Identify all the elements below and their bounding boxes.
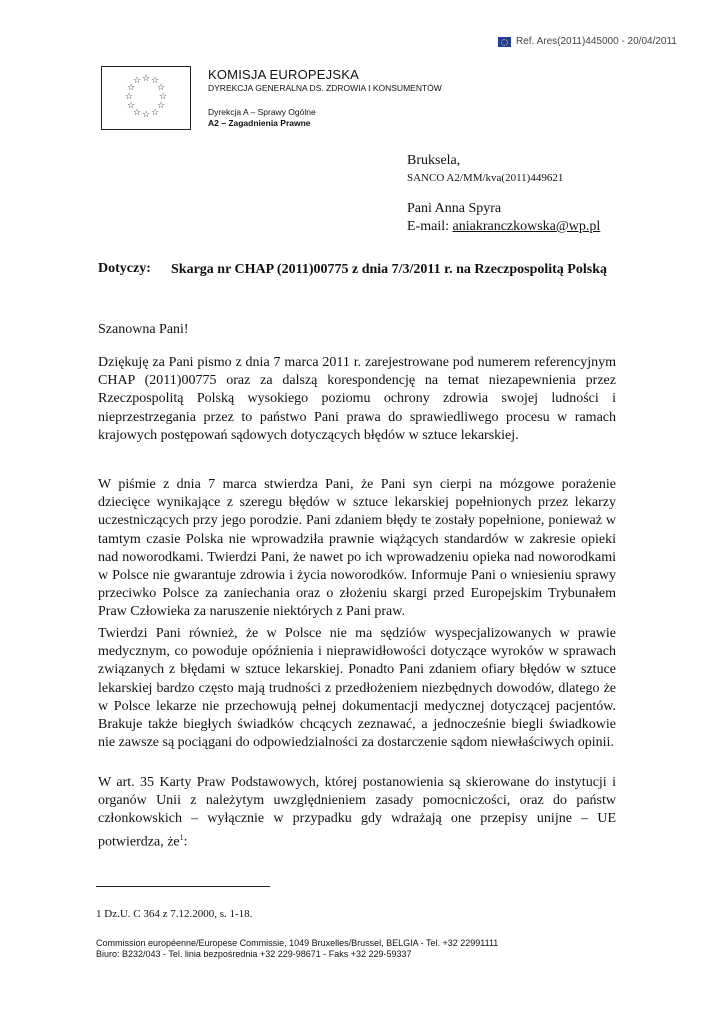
reference-stamp	[498, 36, 718, 47]
svg-text:☆: ☆	[151, 108, 160, 118]
svg-text:☆: ☆	[125, 92, 134, 102]
recipient-email-line	[407, 219, 600, 235]
org-unit: A2 – Zagadnienia Prawne	[208, 118, 311, 128]
footer-line-1: Commission européenne/Europese Commissie, 1049 Bruxelles/Brussel, BELGIA - Tel. +32 22991111	[96, 938, 499, 948]
footer-line-2: Biuro: B232/043 - Tel. linia bezpośrednia +32 229-98671 - Faks +32 229-59337	[96, 949, 412, 959]
footnote: 1 Dz.U. C 364 z 7.12.2000, s. 1-18.	[96, 908, 253, 920]
svg-text:☆: ☆	[133, 76, 142, 86]
svg-text:☆: ☆	[157, 101, 166, 111]
city-line: Bruksela,	[407, 153, 461, 168]
paragraph-3: Twierdzi Pani również, że w Polsce nie ma sędziów wyspecjalizowanych w prawie medycznym, co powoduje opóźnienia i nieprawidłowości dotyczące wyroków w sprawach związanych z błędami w sztuce lekarskiej. Ponadto Pani zdaniem ofiary błędów w sztuce lekarskiej bardzo często mają trudności z przedłożeniem niezbędnych dowodów, dlatego że w Polsce lekarze nie przechowują pełnej dokumentacji medycznej dotyczącej pacjentów. Brakuje także biegłych świadków chcących zeznawać, a jednocześnie biegli świadkowie nie zawsze są pociągani do odpowiedzialności za dostarczenie sądom niewłaściwych opinii.	[98, 626, 616, 751]
sanco-reference: SANCO A2/MM/kva(2011)449621	[407, 172, 564, 184]
svg-text:☆: ☆	[142, 110, 151, 120]
subject-label: Dotyczy:	[98, 261, 151, 276]
footnote-divider	[96, 886, 270, 887]
svg-text:☆: ☆	[157, 83, 166, 93]
org-dg: DYREKCJA GENERALNA DS. ZDROWIA I KONSUMENTÓW	[208, 83, 442, 93]
org-title: KOMISJA EUROPEJSKA	[208, 67, 359, 82]
eu-flag-icon	[498, 37, 511, 47]
svg-text:☆: ☆	[151, 76, 160, 86]
email-label: E-mail:	[407, 219, 453, 234]
subject-text: Skarga nr CHAP (2011)00775 z dnia 7/3/2011 r. na Rzeczpospolitą Polską	[171, 262, 607, 277]
reference-stamp-text: Ref. Ares(2011)445000 - 20/04/2011	[516, 36, 677, 47]
svg-text:☆: ☆	[133, 108, 142, 118]
paragraph-4: W art. 35 Karty Praw Podstawowych, której postanowienia są skierowane do instytucji i organów Unii z należytym uwzględnieniem zasady pomocniczości, oraz do państw członkowskich – wyłącznie w przypadku gdy wdrażają one przepisy unijne – UE potwierdza, $że^1$:	[98, 775, 616, 850]
eu-stars-icon	[101, 66, 191, 130]
svg-text:☆: ☆	[159, 92, 168, 102]
salutation: Szanowna Pani!	[98, 322, 189, 337]
svg-text:☆: ☆	[142, 74, 151, 84]
svg-text:☆: ☆	[127, 83, 136, 93]
recipient-name: Pani Anna Spyra	[407, 201, 502, 216]
org-directorate: Dyrekcja A – Sprawy Ogólne	[208, 107, 316, 117]
svg-text:☆: ☆	[127, 101, 136, 111]
paragraph-1: Dziękuję za Pani pismo z dnia 7 marca 2011 r. zarejestrowane pod numerem referencyjnym CHAP (2011)00775 oraz za dalszą korespondencję na temat niezapewnienia przez Rzeczpospolitą Polską wysokiego poziomu ochrony zdrowia swojej ludności i nieprzestrzegania przez to państwo Pani prawa do sprawiedliwego procesu w ramach krajowych postępowań sądowych dotyczących błędów w sztuce lekarskiej.	[98, 355, 616, 443]
email-link[interactable]: aniakranczkowska@wp.pl	[452, 219, 601, 234]
paragraph-2: W piśmie z dnia 7 marca stwierdza Pani, że Pani syn cierpi na mózgowe porażenie dziecięce wynikające z szeregu błędów w sztuce lekarskiej popełnionych przez lekarzy uczestniczących przy jego porodzie. Pani zdaniem błędy te zostały popełnione, ponieważ w tamtym czasie Polska nie wprowadziła prawnie wiążących standardów w zakresie opieki nad noworodkami. Twierdzi Pani, że nawet po ich wprowadzeniu opieka nad noworodkami w Polsce nie gwarantuje zdrowia i życia noworodków. Informuje Pani o wniesieniu sprawy przeciwko Polsce za zaniechania oraz o złożeniu skargi przed Europejskim Trybunałem Praw Człowieka za naruszenie niektórych z Pani praw.	[98, 477, 616, 620]
footnote-marker: 1	[179, 832, 184, 842]
paragraph-4-text: W art. 35 Karty Praw Podstawowych, której postanowienia są skierowane do instytucji i organów Unii z należytym uwzględnieniem zasady pomocniczości, oraz do państw członkowskich – wyłącznie w przypadku gdy wdrażają one przepisy unijne – UE potwierdza, że	[98, 775, 616, 850]
